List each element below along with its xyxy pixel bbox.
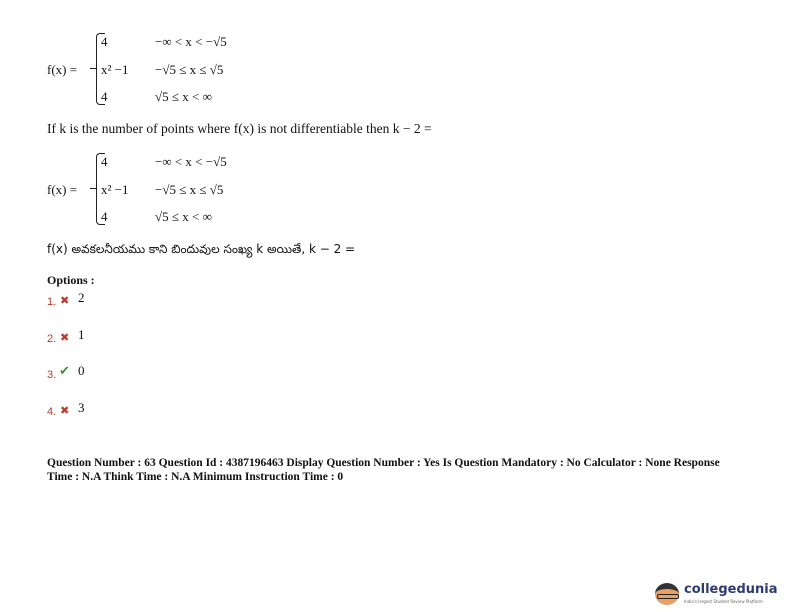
option-value: 3 (78, 400, 85, 415)
logo-tagline: India's largest Student Review Platform (684, 599, 763, 604)
case-condition: √5 ≤ x < ∞ (155, 89, 212, 104)
option-number: 4. (47, 406, 57, 418)
case-value: 4 (101, 89, 108, 104)
check-icon: ✔ (59, 364, 70, 379)
option-number: 2. (47, 333, 57, 345)
glasses-icon (657, 594, 679, 599)
wrong-icon: ✖ (60, 404, 70, 417)
option-number: 3. (47, 369, 57, 381)
option-value: 0 (78, 363, 85, 378)
case-brace-tip (90, 68, 96, 69)
case-condition: −√5 ≤ x ≤ √5 (155, 182, 224, 197)
option-value: 1 (78, 327, 85, 342)
case-condition: −√5 ≤ x ≤ √5 (155, 62, 224, 77)
option-number: 1. (47, 296, 57, 308)
case-condition: √5 ≤ x < ∞ (155, 209, 212, 224)
case-condition: −∞ < x < −√5 (155, 154, 227, 169)
option-value: 2 (78, 290, 85, 305)
question-meta-line2: Time : N.A Think Time : N.A Minimum Instruction Time : 0 (47, 471, 344, 483)
logo-name: collegedunia (684, 582, 778, 597)
wrong-icon: ✖ (60, 331, 70, 344)
case-value: x² −1 (101, 182, 129, 197)
case-value: 4 (101, 154, 108, 169)
case-brace-tip (90, 188, 96, 189)
question-prompt: If k is the number of points where f(x) is not differentiable then k − 2 = (47, 121, 432, 136)
question-meta-line1: Question Number : 63 Question Id : 4387196463 Display Question Number : Yes Is Question Mandatory : No Calculator : None Response (47, 457, 720, 469)
case-value: x² −1 (101, 62, 129, 77)
question-prompt-telugu: f(x) అవకలనీయము కాని బిందువుల సంఖ్య k అయితే, k − 2 = (47, 242, 356, 256)
case-value: 4 (101, 34, 108, 49)
case-condition: −∞ < x < −√5 (155, 34, 227, 49)
function-label: f(x) = (47, 62, 78, 77)
options-heading: Options : (47, 273, 95, 287)
function-label: f(x) = (47, 182, 78, 197)
wrong-icon: ✖ (60, 294, 70, 307)
case-value: 4 (101, 209, 108, 224)
